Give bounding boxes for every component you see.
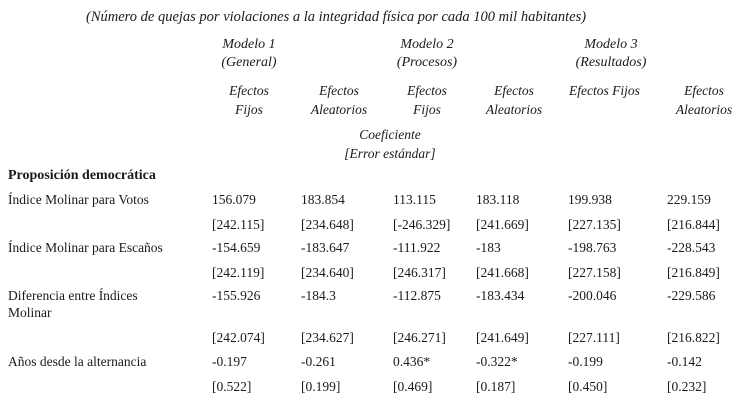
random-word: Aleatorios — [675, 102, 733, 117]
effects-random-2 — [476, 81, 552, 119]
table-cell: -0.322* — [476, 354, 518, 369]
section-heading: Proposición democrática — [8, 168, 156, 183]
table-cell: [0.450] — [568, 379, 608, 394]
table-cell: [227.158] — [568, 265, 621, 280]
table-cell: -183.647 — [301, 240, 350, 255]
table-cell: -229.586 — [667, 288, 716, 303]
table-cell: 113.115 — [393, 192, 436, 207]
table-cell: -0.261 — [301, 354, 336, 369]
model-2-sub: (Procesos) — [396, 55, 458, 70]
model-3-sub: (Resultados) — [575, 55, 647, 70]
table-cell: [216.844] — [667, 217, 720, 232]
row-label: Índice Molinar para Escaños — [8, 240, 163, 255]
table-cell: -154.659 — [212, 240, 261, 255]
table-cell: -200.046 — [568, 288, 617, 303]
model-2-header — [386, 36, 468, 72]
table-cell: -112.875 — [393, 288, 441, 303]
random-word: Aleatorios — [485, 102, 543, 117]
table-cell: -0.197 — [212, 354, 247, 369]
table-cell: 199.938 — [568, 192, 612, 207]
effects-random-3 — [668, 81, 740, 119]
table-cell: [242.115] — [212, 217, 265, 232]
table-cell: 229.159 — [667, 192, 711, 207]
table-cell: [234.648] — [301, 217, 354, 232]
row-label: Índice Molinar para Votos — [8, 192, 149, 207]
table-cell: [242.074] — [212, 330, 265, 345]
table-cell: -0.199 — [568, 354, 603, 369]
fixed-word: Fijos — [235, 102, 263, 117]
table-cell: [0.232] — [667, 379, 707, 394]
model-1-sub: (General) — [221, 55, 277, 70]
model-3-header — [566, 36, 656, 72]
table-cell: [241.669] — [476, 217, 529, 232]
model-1-name: Modelo 1 — [222, 37, 276, 52]
model-3-name: Modelo 3 — [584, 37, 638, 52]
table-cell: -111.922 — [393, 240, 441, 255]
effects-fixed-3: Efectos Fijos — [569, 83, 640, 98]
table-cell: [0.522] — [212, 379, 252, 394]
table-cell: -184.3 — [301, 288, 336, 303]
coefficient-label — [300, 125, 480, 163]
effects-word: Efectos — [229, 83, 269, 98]
model-1-header — [212, 36, 286, 72]
table-cell: 183.854 — [301, 192, 345, 207]
table-cell: -183 — [476, 240, 501, 255]
table-cell: [241.649] — [476, 330, 529, 345]
effects-word: Efectos — [407, 83, 447, 98]
table-cell: -155.926 — [212, 288, 261, 303]
fixed-word: Fijos — [413, 102, 441, 117]
model-2-name: Modelo 2 — [400, 37, 454, 52]
table-cell: [216.849] — [667, 265, 720, 280]
table-cell: 0.436* — [393, 354, 431, 369]
table-cell: 156.079 — [212, 192, 256, 207]
table-cell: -228.543 — [667, 240, 716, 255]
table-cell: [242.119] — [212, 265, 265, 280]
se-text: [Error estándar] — [344, 146, 436, 161]
table-cell: [234.640] — [301, 265, 354, 280]
effects-word: Efectos — [494, 83, 534, 98]
table-cell: [234.627] — [301, 330, 354, 345]
table-cell: [216.822] — [667, 330, 720, 345]
table-cell: -198.763 — [568, 240, 617, 255]
table-caption: (Número de quejas por violaciones a la integridad física por cada 100 mil habitantes) — [86, 9, 587, 25]
table-cell: [246.271] — [393, 330, 446, 345]
effects-word: Efectos — [319, 83, 359, 98]
table-cell: [0.187] — [476, 379, 516, 394]
coef-text: Coeficiente — [359, 127, 421, 142]
effects-word: Efectos — [684, 83, 724, 98]
effects-fixed-2 — [392, 81, 462, 119]
table-cell: [-246.329] — [393, 217, 451, 232]
row-label: Diferencia entre Índices — [8, 288, 138, 303]
table-cell: [227.135] — [568, 217, 621, 232]
table-cell: [241.668] — [476, 265, 529, 280]
table-cell: [246.317] — [393, 265, 446, 280]
table-cell: [0.199] — [301, 379, 341, 394]
row-label-continued: Molinar — [8, 305, 52, 320]
table-cell: [0.469] — [393, 379, 433, 394]
random-word: Aleatorios — [310, 102, 368, 117]
effects-random-1 — [300, 81, 378, 119]
table-cell: 183.118 — [476, 192, 520, 207]
table-cell: -183.434 — [476, 288, 525, 303]
effects-fixed-1 — [212, 81, 286, 119]
table-cell: [227.111] — [568, 330, 620, 345]
table-cell: -0.142 — [667, 354, 702, 369]
row-label: Años desde la alternancia — [8, 354, 147, 369]
